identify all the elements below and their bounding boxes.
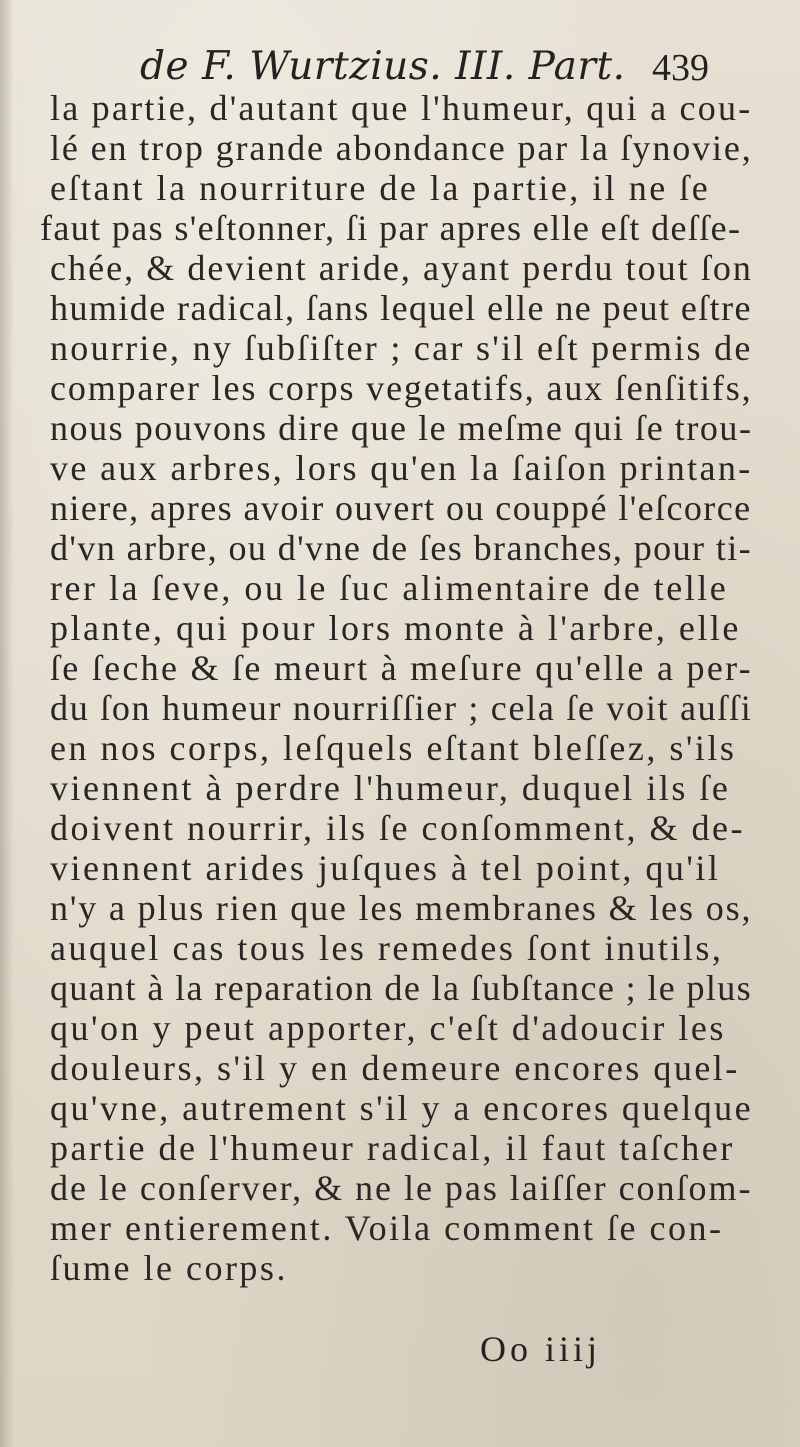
text-line: humide radical, ſans lequel elle ne peut eſtre: [50, 288, 752, 328]
running-head: de F. Wurtzius. III. Part.: [140, 44, 626, 89]
text-line: qu'on y peut apporter, c'eſt d'adoucir les: [50, 1008, 726, 1048]
text-line: comparer les corps vegetatifs, aux ſenſitifs,: [50, 368, 753, 408]
text-line: quant à la reparation de la ſubſtance ; le plus: [50, 968, 753, 1008]
page-number: 439: [652, 47, 709, 89]
text-line: auquel cas tous les remedes ſont inutils,: [50, 928, 724, 968]
text-line: rer la ſeve, ou le ſuc alimentaire de telle: [50, 568, 729, 608]
text-line: n'y a plus rien que les membranes & les os,: [50, 888, 753, 928]
text-line: du ſon humeur nourriſſier ; cela ſe voit auſſi: [50, 688, 753, 728]
text-line: niere, apres avoir ouvert ou couppé l'eſcorce: [50, 488, 752, 528]
text-line: plante, qui pour lors monte à l'arbre, elle: [50, 608, 741, 648]
text-line: viennent à perdre l'humeur, duquel ils ſe: [50, 768, 731, 808]
page-footer: [480, 1328, 601, 1378]
signature-mark: Oo iiij: [480, 1329, 602, 1369]
text-line: en nos corps, leſquels eſtant bleſſez, s'ils: [50, 728, 737, 768]
text-line: eſtant la nourriture de la partie, il ne ſe: [50, 168, 711, 208]
text-line: faut pas s'eſtonner, ſi par apres elle eſt deſſe-: [40, 208, 742, 248]
text-line: nourrie, ny ſubſiſter ; car s'il eſt permis de: [50, 328, 753, 368]
text-line: mer entierement. Voila comment ſe con-: [50, 1208, 724, 1248]
text-line: doivent nourrir, ils ſe conſomment, & de-: [50, 808, 745, 848]
text-line: qu'vne, autrement s'il y a encores quelque: [50, 1088, 754, 1128]
text-line: la partie, d'autant que l'humeur, qui a cou-: [50, 88, 753, 128]
text-line: douleurs, s'il y en demeure encores quel-: [50, 1048, 740, 1088]
text-line: partie de l'humeur radical, il faut taſcher: [50, 1128, 735, 1168]
text-line: ſume le corps.: [50, 1248, 288, 1288]
text-line: lé en trop grande abondance par la ſynovie,: [50, 128, 753, 168]
page-header: [0, 38, 800, 94]
text-line: de le conſerver, & ne le pas laiſſer conſom-: [50, 1168, 753, 1208]
text-line: d'vn arbre, ou d'vne de ſes branches, pour ti-: [50, 528, 753, 568]
text-line: ve aux arbres, lors qu'en la ſaiſon printan-: [50, 448, 753, 488]
text-line: nous pouvons dire que le meſme qui ſe trou-: [50, 408, 753, 448]
text-line: chée, & devient aride, ayant perdu tout ſon: [50, 248, 753, 288]
text-line: viennent arides juſques à tel point, qu'il: [50, 848, 721, 888]
text-line: ſe ſeche & ſe meurt à meſure qu'elle a per-: [50, 648, 753, 688]
